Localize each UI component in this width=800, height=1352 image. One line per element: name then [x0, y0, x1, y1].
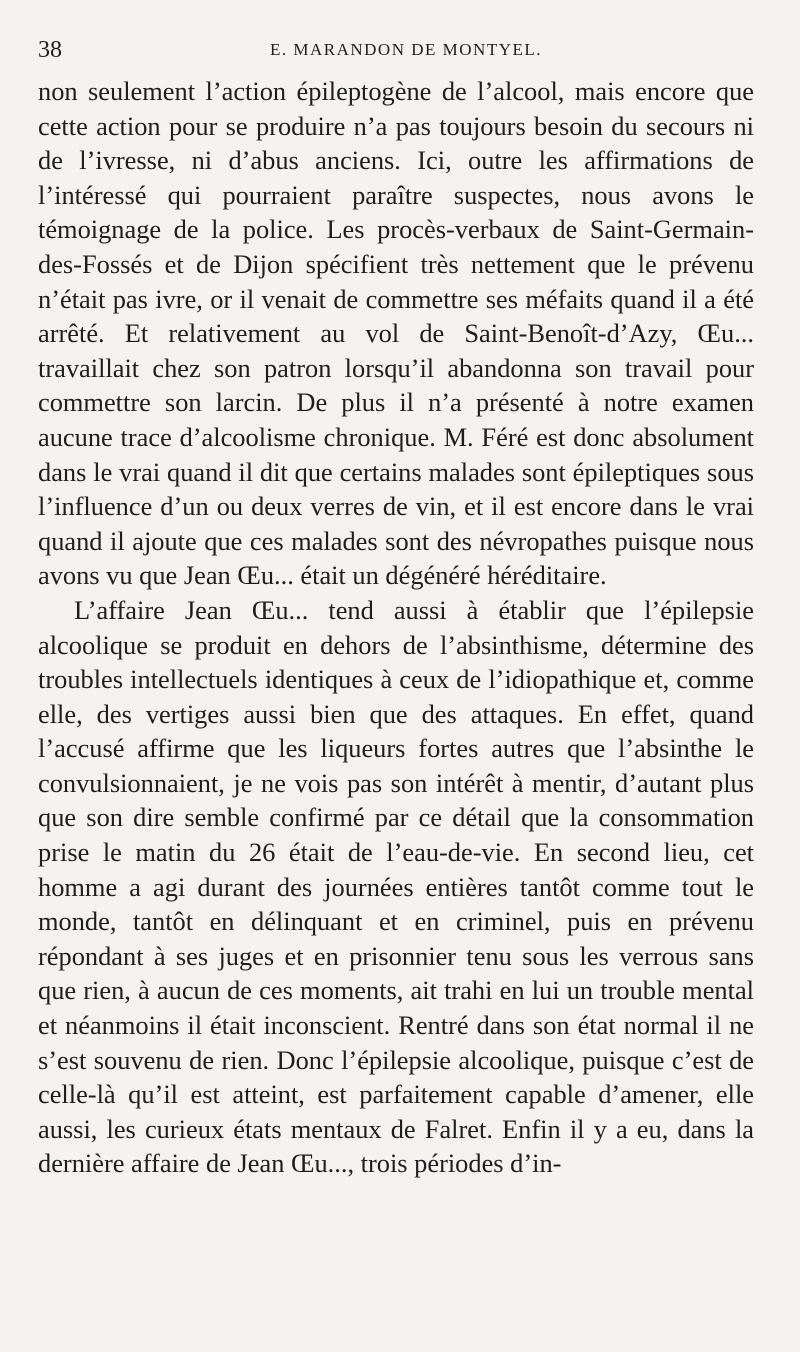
- paragraph-affaire-jean: L’affaire Jean Œu... tend aussi à établir que l’épilepsie alcoolique se produit en dehors de l’absinthisme, détermine des troubles intellectuels identiques à ceux de l’idiopathique et, comme elle, des vertiges aussi bien que des attaques. En effet, quand l’accusé affirme que les liqueurs fortes autres que l’absinthe le convulsionnaient, je ne vois pas son intérêt à mentir, d’autant plus que son dire semble confirmé par ce détail que la consommation prise le matin du 26 était de l’eau-de-vie. En second lieu, cet homme a agi durant des journées entières tantôt comme tout le monde, tantôt en délinquant et en criminel, puis en prévenu répondant à ses juges et en prisonnier tenu sous les verrous sans que rien, à aucun de ces moments, ait trahi en lui un trouble mental et néanmoins il était inconscient. Rentré dans son état normal il ne s’est souvenu de rien. Donc l’épilepsie alcoolique, puisque c’est de celle-là qu’il est atteint, est parfaitement capable d’amener, elle aussi, les curieux états mentaux de Falret. Enfin il y a eu, dans la dernière affaire de Jean Œu..., trois périodes d’in-: [38, 594, 754, 1179]
- page-number: 38: [38, 37, 62, 63]
- paragraph-continuation: non seulement l’action épileptogène de l’alcool, mais encore que cette action pour se produire n’a pas toujours besoin du secours ni de l’ivresse, ni d’abus anciens. Ici, outre les affirmations de l’intéressé qui pourraient paraître suspectes, nous avons le témoignage de la police. Les procès-verbaux de Saint-Germain-des-Fossés et de Dijon spécifient très nettement que le prévenu n’était pas ivre, or il venait de commettre ses méfaits quand il a été arrêté. Et relativement au vol de Saint-Benoît-d’Azy, Œu... travaillait chez son patron lorsqu’il abandonna son travail pour commettre son larcin. De plus il n’a présenté à notre examen aucune trace d’alcoolisme chronique. M. Féré est donc absolument dans le vrai quand il dit que certains malades sont épileptiques sous l’influence d’un ou deux verres de vin, et il est encore dans le vrai quand il ajoute que ces malades sont des névropathes puisque nous avons vu que Jean Œu... était un dégénéré héréditaire.: [38, 76, 754, 591]
- page-header: [38, 30, 754, 74]
- running-head: E. MARANDON DE MONTYEL.: [269, 40, 542, 59]
- body-text: [38, 74, 754, 1181]
